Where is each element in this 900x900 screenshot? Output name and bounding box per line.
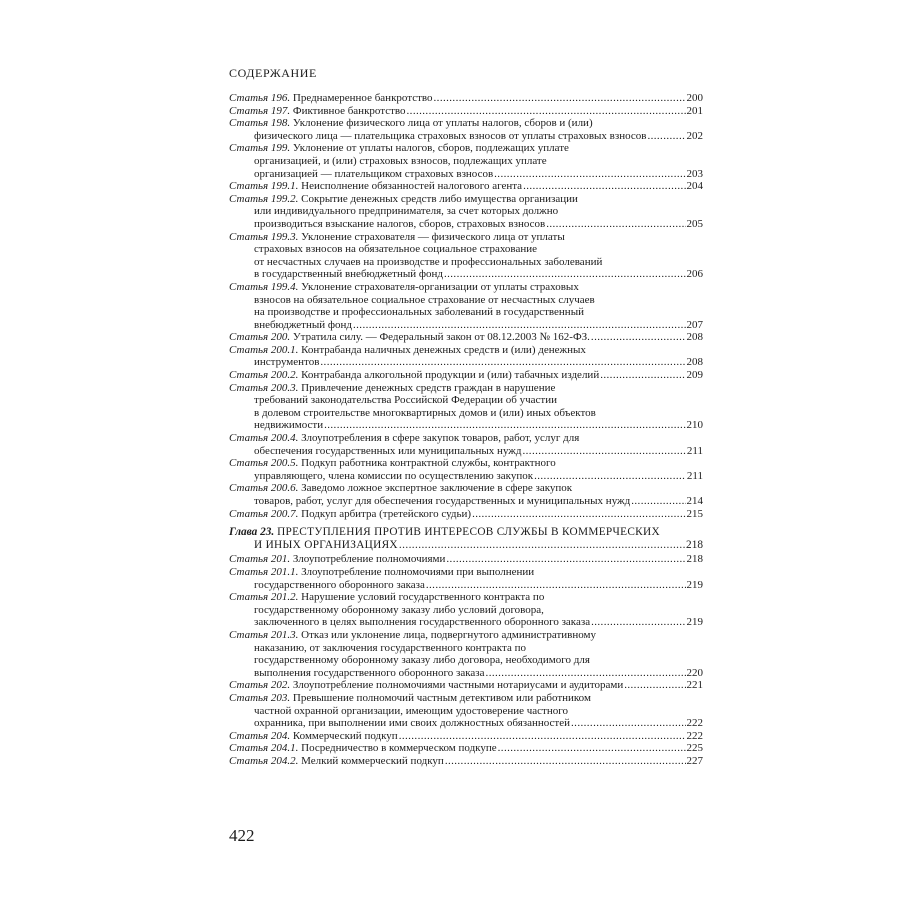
leader-dots — [472, 508, 685, 521]
toc-entry — [229, 482, 703, 507]
toc-entry — [229, 180, 703, 193]
article-title: организацией — плательщиком страховых взносов — [254, 167, 494, 180]
article-title: инструментов — [254, 356, 320, 369]
chapter-label: Глава 23. — [229, 526, 275, 539]
toc-page-ref: 202 — [686, 129, 703, 142]
toc-line — [229, 566, 703, 579]
toc-line — [229, 730, 703, 743]
toc-line — [229, 117, 703, 130]
article-label: Статья 204.1. — [229, 742, 299, 755]
toc-line — [229, 218, 703, 231]
toc-line — [229, 482, 703, 495]
toc-line — [229, 105, 703, 118]
article-title: Злоупотребление полномочиями — [292, 553, 446, 566]
article-title: частной охранной организации, имеющим удостоверение частного — [254, 704, 568, 717]
toc-entry — [229, 457, 703, 482]
leader-dots — [324, 419, 685, 432]
toc-entry — [229, 344, 703, 369]
leader-dots — [647, 130, 685, 143]
toc-entry — [229, 382, 703, 432]
toc-page-ref: 207 — [686, 318, 703, 331]
article-label: Статья 199.3. — [229, 230, 299, 243]
article-title: управляющего, члена комиссии по осуществлению закупок — [254, 469, 534, 482]
toc-line — [229, 142, 703, 155]
toc-line — [229, 616, 703, 629]
toc-entry — [229, 591, 703, 629]
toc-page-ref: 215 — [686, 507, 703, 520]
toc-line — [229, 495, 703, 508]
article-label: Статья 200.3. — [229, 381, 299, 394]
toc-page-ref: 203 — [686, 167, 703, 180]
article-label: Статья 199.4. — [229, 280, 299, 293]
toc-page-ref: 209 — [686, 369, 703, 382]
toc-page-ref: 210 — [686, 419, 703, 432]
article-title: взносов на обязательное социальное страхование от несчастных случаев — [254, 293, 595, 306]
article-title: Нарушение условий государственного контракта по — [301, 591, 545, 604]
chapter-title: ПРЕСТУПЛЕНИЯ ПРОТИВ ИНТЕРЕСОВ СЛУЖБЫ В КОММЕРЧЕСКИХ — [277, 526, 660, 539]
toc-entry — [229, 281, 703, 331]
toc-page-ref: 211 — [686, 444, 703, 457]
leader-dots — [591, 616, 685, 629]
article-title: товаров, работ, услуг для обеспечения государственных и муниципальных нужд — [254, 495, 631, 507]
article-title: Преднамеренное банкротство — [292, 92, 433, 104]
leader-dots — [523, 445, 686, 458]
toc-line — [229, 243, 703, 256]
article-label: Статья 196. — [229, 92, 291, 104]
toc-line — [229, 294, 703, 307]
toc-line — [229, 654, 703, 667]
article-label: Статья 201.1. — [229, 565, 299, 578]
toc-page-ref: 208 — [686, 331, 703, 344]
toc-line — [229, 256, 703, 269]
article-title: Превышение полномочий частным детективом или работником — [292, 691, 591, 704]
toc-entry — [229, 742, 703, 755]
toc-line — [229, 642, 703, 655]
toc-line — [229, 356, 703, 369]
toc-page-ref: 206 — [686, 268, 703, 281]
toc-line — [229, 344, 703, 357]
toc-line — [229, 445, 703, 458]
toc-line — [229, 407, 703, 420]
toc-page-ref: 200 — [686, 92, 703, 104]
toc-line — [229, 553, 703, 566]
article-label: Статья 201. — [229, 553, 291, 566]
leader-dots — [486, 667, 686, 680]
toc-entry — [229, 331, 703, 344]
toc-line — [229, 419, 703, 432]
leader-dots — [426, 579, 686, 592]
article-title: охранника, при выполнении ими своих должностных обязанностей — [254, 717, 571, 730]
toc-line — [229, 579, 703, 592]
article-title: недвижимости — [254, 419, 324, 432]
toc-page-ref: 225 — [686, 742, 703, 755]
toc-entry — [229, 679, 703, 692]
article-title: на производстве и профессиональных заболеваний в государственный — [254, 306, 584, 319]
article-label: Статья 200.1. — [229, 343, 299, 356]
toc-line — [229, 180, 703, 193]
article-title: Уклонение физического лица от уплаты налогов, сборов и (или) — [292, 117, 593, 130]
toc-line — [229, 526, 703, 539]
toc-line — [229, 692, 703, 705]
article-label: Статья 201.2. — [229, 591, 299, 604]
toc-entry — [229, 730, 703, 743]
toc-line — [229, 193, 703, 206]
toc-entry — [229, 629, 703, 679]
toc-line — [229, 92, 703, 105]
toc-page-ref: 214 — [686, 495, 703, 507]
article-title: Подкуп арбитра (третейского судьи) — [301, 507, 472, 520]
toc-line — [229, 268, 703, 281]
article-title: Привлечение денежных средств граждан в нарушение — [301, 381, 556, 394]
article-title: Уклонение страхователя-организации от уплаты страховых — [301, 280, 579, 293]
toc-line — [229, 306, 703, 319]
toc-page-ref: 227 — [686, 754, 703, 767]
running-header: СОДЕРЖАНИЕ — [229, 66, 317, 80]
toc-entry — [229, 92, 703, 105]
toc-line — [229, 331, 703, 344]
toc-line — [229, 679, 703, 692]
article-title: Уклонение от уплаты налогов, сборов, подлежащих уплате — [292, 142, 569, 155]
article-title: Утратила силу. — Федеральный закон от 08.12.2003 № 162-ФЗ. — [292, 331, 590, 344]
article-label: Статья 199. — [229, 142, 291, 155]
article-label: Статья 202. — [229, 679, 291, 692]
toc-page-ref: 211 — [686, 469, 703, 482]
article-title: Фиктивное банкротство — [292, 104, 406, 117]
toc-chapter — [229, 526, 703, 551]
leader-dots — [445, 755, 686, 768]
article-label: Статья 200.4. — [229, 432, 299, 445]
toc-page-ref: 222 — [686, 717, 703, 730]
leader-dots — [444, 268, 686, 281]
article-title: заключенного в целях выполнения государственного оборонного заказа — [254, 616, 591, 629]
toc-entry — [229, 692, 703, 730]
toc-line — [229, 705, 703, 718]
toc-line — [229, 130, 703, 143]
leader-dots — [434, 92, 686, 105]
toc-line — [229, 717, 703, 730]
toc-entry — [229, 553, 703, 566]
toc-line — [229, 205, 703, 218]
leader-dots — [631, 495, 685, 508]
toc-line — [229, 629, 703, 642]
leader-dots — [523, 180, 685, 193]
article-title: физического лица — плательщика страховых взносов от уплаты страховых взносов — [254, 129, 647, 142]
article-label: Статья 200.5. — [229, 457, 299, 470]
toc-page-ref: 201 — [686, 104, 703, 117]
page-number: 422 — [229, 826, 255, 845]
leader-dots — [494, 168, 685, 181]
toc-page-ref: 208 — [686, 356, 703, 369]
toc-entry — [229, 105, 703, 118]
toc-entry — [229, 142, 703, 180]
leader-dots — [591, 331, 686, 344]
toc-page-ref: 218 — [686, 553, 703, 566]
toc-entry — [229, 193, 703, 231]
toc-line — [229, 667, 703, 680]
article-title: требований законодательства Российской Федерации об участии — [254, 394, 557, 407]
toc-line — [229, 432, 703, 445]
article-title: Контрабанда алкогольной продукции и (или) табачных изделий — [301, 369, 600, 382]
article-title: наказанию, от заключения государственного контракта по — [254, 641, 526, 654]
article-label: Статья 200.7. — [229, 507, 299, 520]
article-title: Мелкий коммерческий подкуп — [301, 754, 444, 767]
toc-line — [229, 539, 703, 552]
toc-page-ref: 218 — [686, 538, 703, 551]
article-label: Статья 199.2. — [229, 192, 299, 205]
toc-line — [229, 591, 703, 604]
toc-entry — [229, 231, 703, 281]
leader-dots — [399, 730, 686, 743]
leader-dots — [546, 218, 685, 231]
article-title: обеспечения государственных или муниципальных нужд — [254, 444, 522, 457]
article-title: Заведомо ложное экспертное заключение в сфере закупок — [301, 482, 573, 495]
article-title: Уклонение страхователя — физического лица от уплаты — [301, 230, 565, 243]
toc-page-ref: 219 — [686, 616, 703, 629]
toc-entry — [229, 755, 703, 768]
toc-line — [229, 742, 703, 755]
article-title: в долевом строительстве многоквартирных домов и (или) иных объектов — [254, 406, 596, 419]
article-label: Статья 204. — [229, 729, 291, 742]
chapter-title: И ИНЫХ ОРГАНИЗАЦИЯХ — [254, 538, 398, 551]
leader-dots — [571, 717, 685, 730]
toc-line — [229, 604, 703, 617]
leader-dots — [600, 369, 685, 382]
toc-line — [229, 470, 703, 483]
table-of-contents — [229, 92, 703, 767]
article-title: Злоупотребление полномочиями при выполнении — [301, 565, 535, 578]
article-label: Статья 203. — [229, 691, 291, 704]
article-title: Подкуп работника контрактной службы, контрактного — [301, 457, 556, 470]
leader-dots — [624, 679, 685, 692]
toc-page-ref: 220 — [686, 666, 703, 679]
toc-page-ref: 222 — [686, 729, 703, 742]
article-title: государственному оборонному заказу либо условий договора, — [254, 603, 544, 616]
article-title: организацией, и (или) страховых взносов, подлежащих уплате — [254, 154, 547, 167]
toc-entry — [229, 508, 703, 521]
article-title: Сокрытие денежных средств либо имущества организации — [301, 192, 578, 205]
leader-dots — [534, 470, 686, 483]
article-label: Статья 200. — [229, 331, 291, 344]
article-title: Злоупотребление полномочиями частными нотариусами и аудиторами — [292, 679, 624, 692]
leader-dots — [407, 105, 686, 118]
article-label: Статья 199.1. — [229, 180, 299, 193]
article-label: Статья 200.2. — [229, 369, 299, 382]
toc-page-ref: 205 — [686, 217, 703, 230]
leader-dots — [353, 319, 686, 332]
toc-line — [229, 394, 703, 407]
article-title: Коммерческий подкуп — [292, 729, 398, 742]
article-title: страховых взносов на обязательное социальное страхование — [254, 243, 538, 256]
article-label: Статья 198. — [229, 117, 291, 130]
article-title: государственного оборонного заказа — [254, 578, 425, 591]
leader-dots — [399, 539, 685, 552]
toc-line — [229, 319, 703, 332]
toc-page-ref: 219 — [686, 578, 703, 591]
article-title: Злоупотребления в сфере закупок товаров, работ, услуг для — [301, 432, 580, 445]
article-title: Неисполнение обязанностей налогового агента — [301, 180, 523, 193]
toc-line — [229, 457, 703, 470]
toc-entry — [229, 566, 703, 591]
article-title: Отказ или уклонение лица, подвергнутого административному — [301, 628, 596, 641]
article-label: Статья 201.3. — [229, 628, 299, 641]
article-title: внебюджетный фонд — [254, 318, 352, 331]
leader-dots — [446, 553, 685, 566]
leader-dots — [320, 356, 685, 369]
article-title: от несчастных случаев на производстве и профессиональных заболеваний — [254, 255, 603, 268]
article-title: или индивидуального предпринимателя, за счет которых должно — [254, 205, 559, 218]
toc-page-ref: 204 — [686, 180, 703, 193]
toc-line — [229, 755, 703, 768]
toc-line — [229, 231, 703, 244]
leader-dots — [498, 742, 686, 755]
toc-entry — [229, 369, 703, 382]
toc-line — [229, 155, 703, 168]
article-label: Статья 197. — [229, 104, 291, 117]
article-title: государственному оборонному заказу либо договора, необходимого для — [254, 654, 590, 667]
toc-line — [229, 281, 703, 294]
article-title: в государственный внебюджетный фонд — [254, 268, 443, 281]
article-title: производиться взыскание налогов, сборов, страховых взносов — [254, 217, 546, 230]
toc-line — [229, 168, 703, 181]
article-label: Статья 200.6. — [229, 482, 299, 495]
article-title: выполнения государственного оборонного заказа — [254, 666, 485, 679]
toc-line — [229, 382, 703, 395]
toc-entry — [229, 432, 703, 457]
toc-line — [229, 369, 703, 382]
toc-page-ref: 221 — [686, 679, 703, 692]
article-label: Статья 204.2. — [229, 754, 299, 767]
article-title: Контрабанда наличных денежных средств и (или) денежных — [301, 343, 586, 356]
article-title: Посредничество в коммерческом подкупе — [301, 742, 497, 755]
toc-entry — [229, 117, 703, 142]
toc-line — [229, 508, 703, 521]
